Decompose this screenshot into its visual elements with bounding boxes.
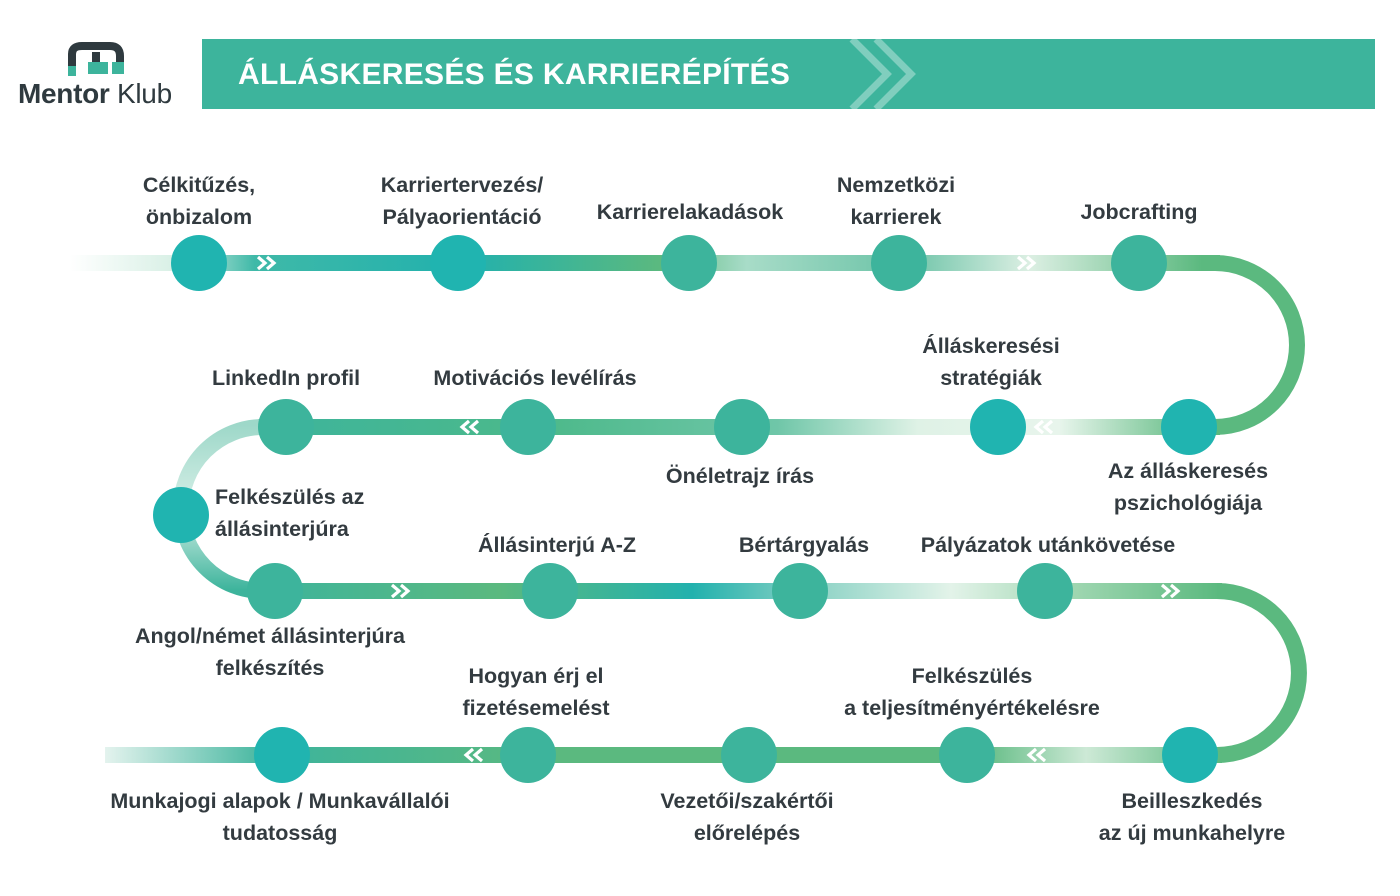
step-label-9 <box>433 362 636 394</box>
step-label-line: Karriertervezés/ <box>380 173 544 197</box>
step-label-2 <box>381 169 544 233</box>
step-label-10 <box>212 362 360 394</box>
step-label-line: Állásinterjú A-Z <box>477 533 637 557</box>
step-label-line: Felkészülés az <box>215 485 365 509</box>
step-label-line: felkészítés <box>215 656 325 680</box>
step-node-7 <box>970 399 1026 455</box>
step-label-line: Felkészülés <box>911 664 1033 688</box>
step-label-5 <box>1080 196 1197 228</box>
step-node-19 <box>500 727 556 783</box>
step-label-6 <box>1108 455 1268 519</box>
step-label-line: karrierek <box>850 205 942 229</box>
step-node-17 <box>939 727 995 783</box>
step-label-line: Bértárgyalás <box>738 533 870 557</box>
step-label-line: stratégiák <box>940 366 1042 390</box>
step-label-8 <box>666 460 814 492</box>
step-node-8 <box>714 399 770 455</box>
step-node-16 <box>1162 727 1218 783</box>
step-label-16 <box>1099 785 1285 849</box>
step-label-11 <box>215 481 364 545</box>
step-label-line: pszichológiája <box>1113 491 1263 515</box>
step-label-line: állásinterjúra <box>215 517 349 541</box>
step-node-1 <box>171 235 227 291</box>
step-node-10 <box>258 399 314 455</box>
step-label-7 <box>922 330 1059 394</box>
step-label-line: előrelépés <box>693 821 801 845</box>
page-title: ÁLLÁSKERESÉS ÉS KARRIERÉPÍTÉS <box>238 58 791 91</box>
step-label-line: a teljesítményértékelésre <box>844 696 1100 720</box>
step-label-line: az új munkahelyre <box>1098 821 1286 845</box>
step-label-line: Nemzetközi <box>836 173 956 197</box>
step-label-line: Pályázatok utánkövetése <box>920 533 1176 557</box>
step-node-3 <box>661 235 717 291</box>
step-label-line: Karrierelakadások <box>596 200 784 224</box>
step-label-12 <box>135 620 405 684</box>
step-node-9 <box>500 399 556 455</box>
step-node-6 <box>1161 399 1217 455</box>
step-label-line: önbizalom <box>145 205 253 229</box>
step-node-20 <box>254 727 310 783</box>
step-label-14 <box>739 529 869 561</box>
step-label-4 <box>837 169 955 233</box>
step-node-14 <box>772 563 828 619</box>
step-label-line: tudatosság <box>222 821 338 845</box>
step-label-line: Az álláskeresés <box>1107 459 1269 483</box>
step-label-line: fizetésemelést <box>462 696 610 720</box>
step-node-5 <box>1111 235 1167 291</box>
step-label-3 <box>597 196 783 228</box>
step-node-4 <box>871 235 927 291</box>
step-label-line: Önéletrajz írás <box>665 464 815 488</box>
step-label-15 <box>921 529 1176 561</box>
step-label-line: Angol/német állásinterjúra <box>134 624 406 648</box>
step-label-line: Pályaorientáció <box>382 205 542 229</box>
step-node-12 <box>247 563 303 619</box>
step-label-line: Célkitűzés, <box>142 173 256 197</box>
step-node-18 <box>721 727 777 783</box>
step-label-line: Jobcrafting <box>1080 200 1198 224</box>
logo-wordmark: Mentor Klub <box>18 78 172 109</box>
step-node-13 <box>522 563 578 619</box>
step-label-line: Álláskeresési <box>922 334 1060 358</box>
step-label-19 <box>463 660 610 724</box>
step-label-line: Beilleszkedés <box>1121 789 1263 813</box>
step-label-18 <box>660 785 833 849</box>
step-node-11 <box>153 487 209 543</box>
step-node-2 <box>430 235 486 291</box>
step-label-line: LinkedIn profil <box>211 366 361 390</box>
step-label-20 <box>110 785 449 849</box>
step-label-17 <box>844 660 1100 724</box>
step-node-15 <box>1017 563 1073 619</box>
step-label-line: Munkajogi alapok / Munkavállalói <box>110 789 450 813</box>
step-label-13 <box>478 529 636 561</box>
step-label-line: Vezetői/szakértői <box>660 789 834 813</box>
step-label-line: Hogyan érj el <box>468 664 604 688</box>
step-label-line: Motivációs levélírás <box>433 366 637 390</box>
step-label-1 <box>143 169 255 233</box>
